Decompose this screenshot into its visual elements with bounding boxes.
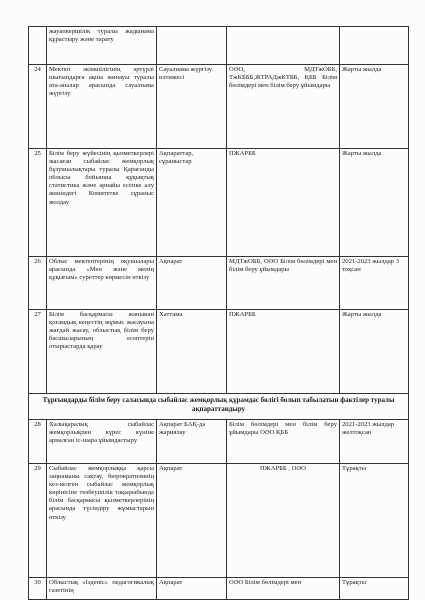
executors-cell: МДТжОББ, ОӘО Білім бөлімдері мен білім беру ұйымдары xyxy=(227,257,340,310)
action-cell: Облыс мектептерінің оқушылары арасында «Мен және менің құқығым» суреттер көрмесін өткізу xyxy=(47,257,157,310)
action-cell: Мектеп әкімшілігінің әртүрлі шығындарға ақша жинауы туралы ата-аналар арасында сауалнама жүргізу xyxy=(47,65,157,149)
row-number: 26 xyxy=(29,257,47,310)
table-row xyxy=(29,578,409,600)
form-cell: Ақпарат БАҚ-да жариялау xyxy=(157,420,227,464)
executors-cell: Білім бөлімдері мен білім беру ұйымдары ОӘО ҚББ xyxy=(227,420,340,464)
row-number: 28 xyxy=(29,420,47,464)
document-page xyxy=(28,26,408,600)
executors-cell: ПЖАРББ , ОӘО xyxy=(227,464,340,578)
action-cell: Білім беру жүйесінің қызметкерлері жасаған сыбайлас жемқорлық бұзушылықтары туралы Қарағанды облысы бойынша құқықтық статистика және арнайы есепке алу жөніндегі Комитетке сұраныс жолдау xyxy=(47,149,157,257)
executors-cell: ОӘО, МДТжОББ, ТжКБББ,ЖТРАДжКТББ, ҚББ Білім бөлімдері мен білім беру ұйымдары xyxy=(227,65,340,149)
row-number: 30 xyxy=(29,578,47,600)
section-title: Тұрғындарды білім беру саласында сыбайлас жемқорлық құрамдас бөлігі болып табылатын фактілер туралы ақпараттандыру xyxy=(29,394,409,420)
form-cell xyxy=(157,27,227,65)
form-cell: Ақпараттар, сұраныстар xyxy=(157,149,227,257)
deadline-cell xyxy=(340,27,409,65)
executors-cell: ПЖАРББ xyxy=(227,310,340,394)
table-row xyxy=(29,65,409,149)
action-cell: жауапкершілік туралы жадынама құрастыру және тарату xyxy=(47,27,157,65)
action-cell: Халықаралық сыбайлас жемқорлықпен күрес күніне арналған іс-шара ұйымдастыру xyxy=(47,420,157,464)
row-number: 25 xyxy=(29,149,47,257)
table-row xyxy=(29,420,409,464)
executors-cell xyxy=(227,27,340,65)
form-cell: Сауалнама жүргізу нәтижесі xyxy=(157,65,227,149)
form-cell: Ақпарат xyxy=(157,464,227,578)
table-row xyxy=(29,257,409,310)
form-cell: Ақпарат xyxy=(157,257,227,310)
action-cell: Білім басқармасы жанынан қоғамдық кеңестің жұмыс жасауына жағдай жасау, облыстық білім беру басшыларының есептерін отырыстарда қарау xyxy=(47,310,157,394)
deadline-cell: Жарты жылда xyxy=(340,65,409,149)
deadline-cell: 2021-2023 жылдар 3 тоқсан xyxy=(340,257,409,310)
action-cell: Сыбайлас жемқорлыққа қарсы заңнаманы сақтау, бюрократизмнің кез-келген сыбайлас жемқорлық көрінісіне төзбеушілік тақырыбында білім басқармасы қызметкерлерінің арасында түсіндіру жұмыстарын өткізу xyxy=(47,464,157,578)
row-number: 24 xyxy=(29,65,47,149)
row-number: 27 xyxy=(29,310,47,394)
table-row xyxy=(29,310,409,394)
row-number xyxy=(29,27,47,65)
action-plan-table xyxy=(28,26,409,600)
executors-cell: ПЖАРББ xyxy=(227,149,340,257)
section-header-row xyxy=(29,394,409,420)
deadline-cell: Тұрақты xyxy=(340,464,409,578)
executors-cell: ОӘО Білім бөлімдері мен xyxy=(227,578,340,600)
table-row xyxy=(29,27,409,65)
deadline-cell: 2021-2023 жылдар желтоқсан xyxy=(340,420,409,464)
form-cell: Ақпарат xyxy=(157,578,227,600)
action-cell: Облыстық «Ізденіс» педагогикалық газетінің xyxy=(47,578,157,600)
deadline-cell: Тұрақты xyxy=(340,578,409,600)
table-row xyxy=(29,464,409,578)
row-number: 29 xyxy=(29,464,47,578)
table-row xyxy=(29,149,409,257)
deadline-cell: Жарты жылда xyxy=(340,149,409,257)
deadline-cell: Жарты жылда xyxy=(340,310,409,394)
form-cell: Хаттама xyxy=(157,310,227,394)
